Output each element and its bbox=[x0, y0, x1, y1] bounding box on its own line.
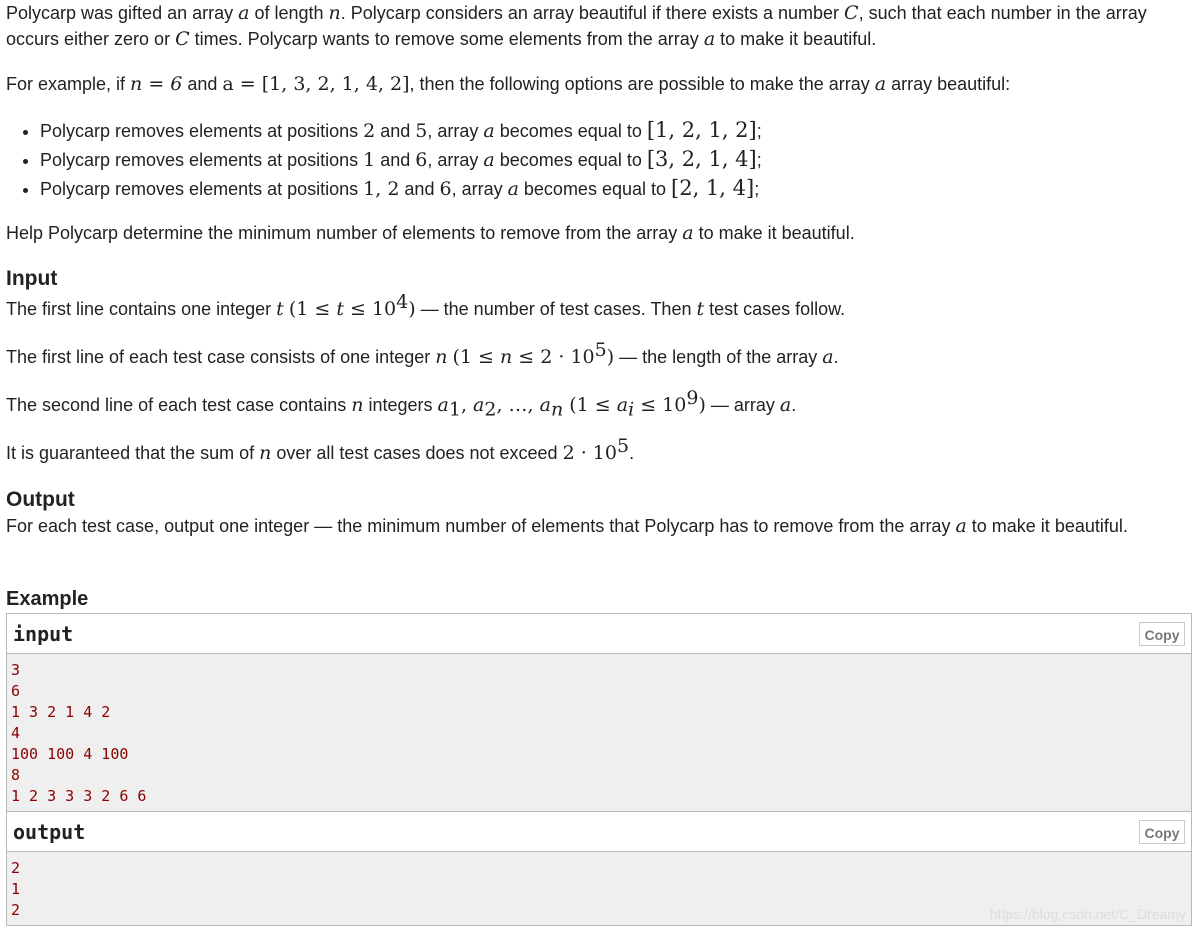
copy-output-button[interactable]: Copy bbox=[1139, 820, 1185, 844]
text: becomes equal to bbox=[518, 179, 672, 199]
text: times. Polycarp wants to remove some elements from the array bbox=[189, 29, 704, 49]
math-expression: (1 ≤ bbox=[288, 298, 337, 320]
input-line: 8 bbox=[11, 766, 21, 784]
text: , array bbox=[427, 121, 484, 141]
math-exponent: 9 bbox=[686, 387, 699, 409]
text: The first line of each test case consists of one integer bbox=[6, 347, 436, 367]
math-var: a bbox=[507, 178, 519, 200]
input-line: 4 bbox=[11, 724, 21, 742]
math-exponent: 4 bbox=[396, 291, 409, 313]
sample-input-block bbox=[6, 613, 1192, 812]
text: ; bbox=[754, 179, 760, 199]
output-description bbox=[6, 513, 1146, 539]
math-var: a bbox=[682, 222, 694, 244]
math-var: a bbox=[483, 149, 495, 171]
text: The second line of each test case contains bbox=[6, 395, 352, 415]
text: to make it beautiful. bbox=[693, 223, 855, 243]
text: — the length of the array bbox=[614, 347, 823, 367]
text: integers bbox=[363, 395, 438, 415]
text: It is guaranteed that the sum of bbox=[6, 443, 260, 463]
math-var: n bbox=[259, 442, 272, 464]
text: Polycarp removes elements at positions bbox=[40, 150, 364, 170]
math-var: C bbox=[175, 28, 190, 50]
text: to make it beautiful. bbox=[966, 516, 1128, 536]
math-subscript: n bbox=[550, 398, 564, 421]
text: . bbox=[833, 347, 839, 367]
math-number: 6 bbox=[439, 178, 452, 200]
math-exponent: 5 bbox=[616, 435, 630, 457]
sample-input-header bbox=[7, 614, 1191, 654]
statement-paragraph-3 bbox=[6, 220, 1192, 246]
output-line: 2 bbox=[11, 901, 21, 919]
math-expression: ) bbox=[408, 298, 416, 320]
example-title: Example bbox=[6, 588, 89, 610]
math-expression: , bbox=[460, 394, 474, 416]
math-var: a bbox=[539, 394, 551, 416]
text: , such that each number in the array occurs either zero or bbox=[6, 3, 1147, 49]
math-number: 5 bbox=[415, 120, 428, 142]
math-expression: 2 · 10 bbox=[562, 442, 617, 464]
text: and bbox=[399, 179, 440, 199]
text: , array bbox=[451, 179, 508, 199]
text: — array bbox=[705, 395, 780, 415]
text: becomes equal to bbox=[494, 150, 647, 170]
math-array: [2, 1, 4] bbox=[671, 176, 755, 200]
math-var: n bbox=[435, 346, 448, 368]
math-expression: ≤ 10 bbox=[634, 394, 687, 416]
math-var: a bbox=[874, 73, 887, 95]
input-line-1 bbox=[6, 291, 1192, 322]
list-item bbox=[40, 116, 1190, 145]
math-exponent: 5 bbox=[594, 339, 607, 361]
input-line: 1 3 2 1 4 2 bbox=[11, 703, 111, 721]
input-line-3 bbox=[6, 387, 1192, 421]
math-expression: (1 ≤ bbox=[452, 346, 500, 368]
math-var: C bbox=[844, 2, 859, 24]
math-number: 1, 2 bbox=[363, 178, 400, 200]
math-var: a bbox=[437, 394, 449, 416]
input-line: 100 100 4 100 bbox=[11, 745, 129, 763]
text: ; bbox=[756, 150, 762, 170]
sample-input-content bbox=[7, 654, 1191, 811]
math-var: a bbox=[483, 120, 495, 142]
output-line: 2 bbox=[11, 859, 21, 877]
math-var: a bbox=[473, 394, 485, 416]
text: and bbox=[375, 121, 416, 141]
math-var: a bbox=[238, 2, 250, 24]
text: . bbox=[791, 395, 797, 415]
text: Polycarp was gifted an array bbox=[6, 3, 239, 23]
text: Help Polycarp determine the minimum number of elements to remove from the array bbox=[6, 223, 683, 243]
list-item bbox=[40, 174, 1190, 203]
text: The first line contains one integer bbox=[6, 299, 277, 319]
text: . Polycarp considers an array beautiful if there exists a number bbox=[340, 3, 845, 23]
input-line: 1 2 3 3 3 2 6 6 bbox=[11, 787, 147, 805]
input-line-2 bbox=[6, 339, 1192, 370]
math-var: a bbox=[779, 394, 792, 416]
copy-input-button[interactable]: Copy bbox=[1139, 622, 1185, 646]
input-section-title: Input bbox=[6, 267, 58, 290]
text: becomes equal to bbox=[494, 121, 647, 141]
input-line-4 bbox=[6, 435, 1192, 466]
math-var: a bbox=[703, 28, 716, 50]
output-section-title: Output bbox=[6, 488, 75, 511]
math-var: a bbox=[616, 394, 629, 416]
math-var: t bbox=[696, 298, 705, 320]
output-line: 1 bbox=[11, 880, 21, 898]
math-var: a bbox=[955, 515, 967, 537]
text: . bbox=[629, 443, 635, 463]
text: ; bbox=[756, 121, 762, 141]
math-expression: ≤ 10 bbox=[343, 298, 397, 320]
sample-output-title: output bbox=[13, 820, 86, 844]
math-expression: n = 6 bbox=[130, 73, 183, 95]
text: For example, if bbox=[6, 74, 131, 94]
options-list bbox=[6, 116, 1190, 203]
text: of length bbox=[249, 3, 329, 23]
math-var: n bbox=[351, 394, 364, 416]
statement-paragraph-2 bbox=[6, 71, 1192, 97]
text: and bbox=[182, 74, 223, 94]
sample-output-header bbox=[7, 812, 1191, 852]
math-var: t bbox=[336, 298, 344, 320]
math-var: t bbox=[276, 298, 284, 320]
text: , then the following options are possible to make the array bbox=[409, 74, 875, 94]
math-expression: ) bbox=[698, 394, 706, 416]
math-var: n bbox=[500, 346, 513, 368]
text: , array bbox=[427, 150, 484, 170]
math-array: [3, 2, 1, 4] bbox=[646, 147, 757, 171]
text: Polycarp removes elements at positions bbox=[40, 121, 364, 141]
text: Polycarp removes elements at positions bbox=[40, 179, 364, 199]
input-line: 3 bbox=[11, 661, 21, 679]
text: array beautiful: bbox=[886, 74, 1011, 94]
input-line: 6 bbox=[11, 682, 21, 700]
statement-paragraph-1 bbox=[6, 0, 1192, 52]
text: to make it beautiful. bbox=[715, 29, 877, 49]
math-expression: , …, bbox=[496, 394, 540, 416]
text: For each test case, output one integer — the minimum number of elements that Polycarp has to remove from the array bbox=[6, 516, 956, 536]
math-array: [1, 2, 1, 2] bbox=[646, 118, 757, 142]
math-var: n bbox=[328, 2, 341, 24]
math-expression: a = [1, 3, 2, 1, 4, 2] bbox=[222, 73, 410, 95]
text: — the number of test cases. Then bbox=[415, 299, 697, 319]
math-number: 2 bbox=[363, 120, 376, 142]
math-number: 6 bbox=[415, 149, 428, 171]
math-subscript: i bbox=[628, 398, 635, 421]
math-var: a bbox=[822, 346, 834, 368]
math-expression: ) bbox=[606, 346, 615, 368]
sample-input-title: input bbox=[13, 622, 74, 646]
math-expression: ≤ 2 · 10 bbox=[512, 346, 595, 368]
list-item bbox=[40, 145, 1190, 174]
math-number: 1 bbox=[363, 149, 376, 171]
math-subscript: 1 bbox=[448, 398, 461, 421]
math-expression: (1 ≤ bbox=[563, 394, 617, 416]
watermark-text: https://blog.csdn.net/C_Dreamy bbox=[989, 906, 1186, 922]
math-subscript: 2 bbox=[484, 398, 497, 421]
text: over all test cases does not exceed bbox=[271, 443, 563, 463]
text: and bbox=[375, 150, 416, 170]
text: test cases follow. bbox=[704, 299, 846, 319]
